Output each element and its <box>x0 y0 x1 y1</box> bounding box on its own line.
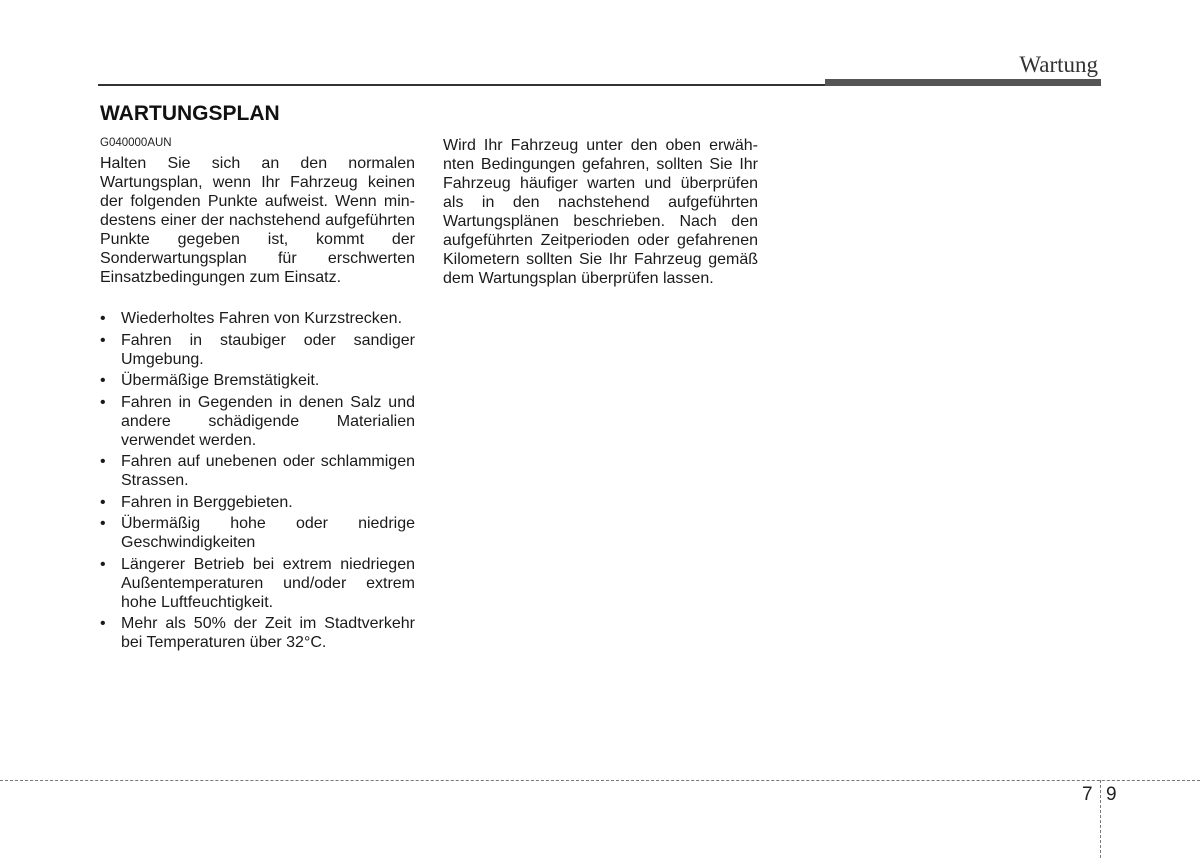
bullet-icon: • <box>100 310 106 327</box>
list-item: • Mehr als 50% der Zeit im Stadtverkehr bei Temperaturen über 32°C. <box>100 615 415 651</box>
list-item: • Fahren in Gegenden in denen Salz und andere schädigende Materialien verwendet werden. <box>100 393 415 449</box>
bullet-icon: • <box>100 372 106 389</box>
bullet-icon: • <box>100 555 106 573</box>
page-heading: WARTUNGSPLAN <box>100 102 280 125</box>
section-title: Wartung <box>1019 52 1098 77</box>
list-item: • Übermäßige Bremstätigkeit. <box>100 372 320 389</box>
list-item: • Fahren in Berggebieten. <box>100 493 293 511</box>
header-rule <box>98 84 825 86</box>
bullet-icon: • <box>100 615 106 632</box>
list-item: • Längerer Betrieb bei extrem niedriegen Außentemperaturen und/oder extrem hohe Luftfeuchtigkeit. <box>100 555 415 611</box>
footer-divider <box>0 780 1200 781</box>
maintenance-paragraph: Wird Ihr Fahrzeug unter den oben erwähnten Bedingungen gefahren, sollten Sie Ihr Fahrzeug häufiger warten und überprüfen als in den nachstehend aufgeführten Wartungsplänen beschrieben. Nach den aufgeführten Zeitperioden oder gefahrenen Kilometern sollten Sie Ihr Fahrzeug gemäß dem Wartungsplan überprüfen lassen. <box>443 137 758 287</box>
bullet-icon: • <box>100 393 106 411</box>
list-item: • Fahren in staubiger oder sandiger Umgebung. <box>100 331 415 368</box>
left-column <box>100 154 415 655</box>
list-item: • Übermäßig hohe oder niedrige Geschwindigkeiten <box>100 515 415 551</box>
document-code: G040000AUN <box>100 137 172 149</box>
intro-paragraph: Halten Sie sich an den normalen Wartungsplan, wenn Ihr Fahrzeug keinen der folgenden Punkte aufweist. Wenn mindestens einer der nachstehend aufgeführten Punkte gegeben ist, kommt der Sonderwartungsplan für erschwerten Einsatzbedingungen zum Einsatz. <box>100 155 415 286</box>
chapter-number: 7 <box>1082 784 1093 805</box>
bullet-icon: • <box>100 515 106 532</box>
bullet-icon: • <box>100 331 106 349</box>
page-number: 9 <box>1106 784 1117 805</box>
bullet-icon: • <box>100 493 106 511</box>
list-item: • Fahren auf unebenen oder schlammigen Strassen. <box>100 453 415 489</box>
bullet-icon: • <box>100 453 106 470</box>
list-item: • Wiederholtes Fahren von Kurzstrecken. <box>100 310 403 327</box>
condition-list <box>100 309 415 652</box>
page-number-divider <box>1100 780 1101 858</box>
right-column <box>443 136 758 288</box>
header-accent-bar <box>825 79 1101 86</box>
